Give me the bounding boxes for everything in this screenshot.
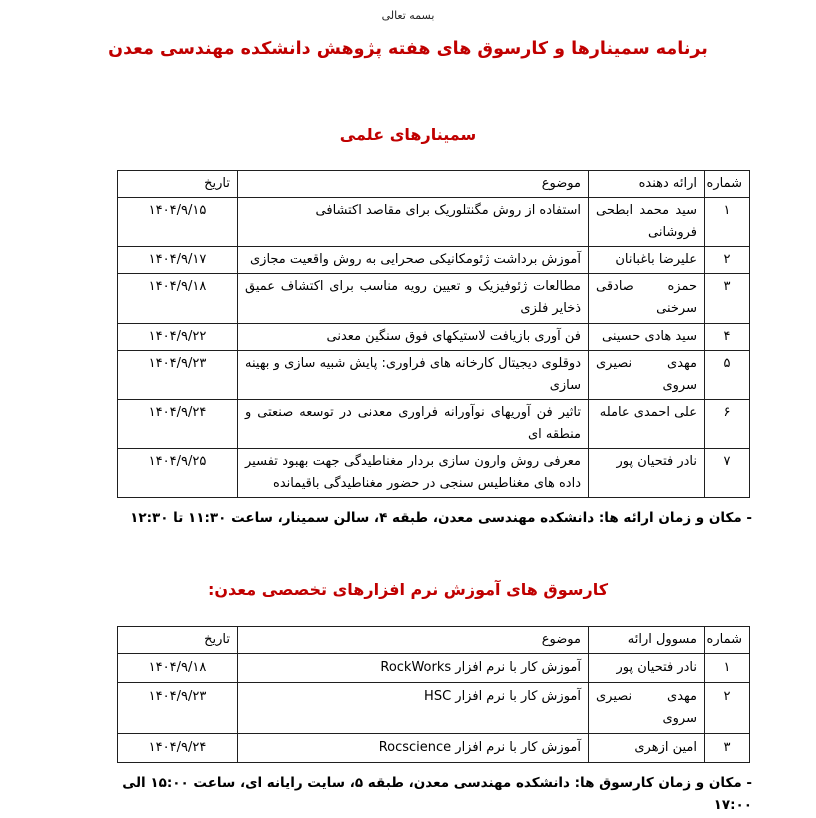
seminar-number: ۵: [705, 350, 750, 399]
seminars-table: [117, 170, 750, 498]
seminars-header-row: [118, 171, 750, 198]
table-row: [118, 653, 750, 682]
seminar-date: ۱۴۰۴/۹/۱۵: [118, 198, 238, 247]
seminar-topic: مطالعات ژئوفیزیک و تعیین رویه مناسب برای اکتشاف عمیق ذخایر فلزی: [238, 274, 589, 323]
seminar-presenter: نادر فتحیان پور: [589, 449, 705, 498]
col-header-number: شماره: [705, 626, 750, 653]
seminar-topic: فن آوری بازیافت لاستیکهای فوق سنگین معدنی: [238, 323, 589, 350]
seminar-number: ۲: [705, 247, 750, 274]
seminar-date: ۱۴۰۴/۹/۱۷: [118, 247, 238, 274]
workshop-presenter: مهدی نصیری سروی: [589, 683, 705, 734]
seminar-number: ۳: [705, 274, 750, 323]
workshop-topic: آموزش کار با نرم افزار HSC: [238, 683, 589, 734]
seminar-date: ۱۴۰۴/۹/۲۵: [118, 449, 238, 498]
workshop-presenter: نادر فتحیان پور: [589, 653, 705, 682]
seminar-topic: آموزش برداشت ژئومکانیکی صحرایی به روش واقعیت مجازی: [238, 247, 589, 274]
col-header-presenter: ارائه دهنده: [589, 171, 705, 198]
seminar-presenter: علیرضا باغبانان: [589, 247, 705, 274]
seminar-presenter: حمزه صادقی سرخنی: [589, 274, 705, 323]
workshop-presenter: امین ازهری: [589, 734, 705, 763]
table-row: [118, 247, 750, 274]
seminar-number: ۶: [705, 399, 750, 448]
table-row: [118, 198, 750, 247]
table-row: [118, 399, 750, 448]
workshop-topic: آموزش کار با نرم افزار Rocscience: [238, 734, 589, 763]
seminar-date: ۱۴۰۴/۹/۲۴: [118, 399, 238, 448]
workshop-number: ۳: [705, 734, 750, 763]
col-header-number: شماره: [705, 171, 750, 198]
col-header-presenter: مسوول ارائه: [589, 626, 705, 653]
table-row: [118, 350, 750, 399]
seminars-section-title: سمینارهای علمی: [339, 125, 477, 144]
workshop-date: ۱۴۰۴/۹/۱۸: [118, 653, 238, 682]
seminar-date: ۱۴۰۴/۹/۱۸: [118, 274, 238, 323]
workshop-number: ۲: [705, 683, 750, 734]
table-row: [118, 449, 750, 498]
table-row: [118, 323, 750, 350]
seminar-topic: استفاده از روش مگنتلوریک برای مقاصد اکتشافی: [238, 198, 589, 247]
col-header-date: تاریخ: [118, 626, 238, 653]
seminar-number: ۴: [705, 323, 750, 350]
workshop-date: ۱۴۰۴/۹/۲۴: [118, 734, 238, 763]
workshop-number: ۱: [705, 653, 750, 682]
seminar-presenter: مهدی نصیری سروی: [589, 350, 705, 399]
table-row: [118, 734, 750, 763]
seminar-topic: دوقلوی دیجیتال کارخانه های فراوری: پایش شبیه سازی و بهینه سازی: [238, 350, 589, 399]
seminar-topic: معرفی روش وارون سازی بردار مغناطیدگی جهت بهبود تفسیر داده های مغناطیس سنجی در حضور مغناطیدگی باقیمانده: [238, 449, 589, 498]
workshops-location-note: - مکان و زمان کارسوق ها: دانشکده مهندسی معدن، طبقه ۵، سایت رایانه ای، ساعت ۱۵:۰۰ الی ۱۷:۰۰: [122, 775, 752, 813]
seminar-number: ۷: [705, 449, 750, 498]
seminar-presenter: سید محمد ابطحی فروشانی: [589, 198, 705, 247]
workshop-date: ۱۴۰۴/۹/۲۳: [118, 683, 238, 734]
seminars-location-note: - مکان و زمان ارائه ها: دانشکده مهندسی معدن، طبقه ۴، سالن سمینار، ساعت ۱۱:۳۰ تا ۱۲:۳۰: [130, 510, 752, 527]
table-row: [118, 683, 750, 734]
workshops-table: [117, 626, 750, 763]
col-header-topic: موضوع: [238, 626, 589, 653]
page-title: برنامه سمینارها و کارسوق های هفته پژوهش دانشکده مهندسی معدن: [108, 39, 708, 59]
table-row: [118, 274, 750, 323]
col-header-topic: موضوع: [238, 171, 589, 198]
seminar-presenter: علی احمدی عامله: [589, 399, 705, 448]
bismillah-text: بسمه تعالی: [381, 9, 435, 22]
seminar-number: ۱: [705, 198, 750, 247]
col-header-date: تاریخ: [118, 171, 238, 198]
workshops-section-title: کارسوق های آموزش نرم افزارهای تخصصی معدن:: [207, 579, 609, 599]
workshop-topic: آموزش کار با نرم افزار RockWorks: [238, 653, 589, 682]
seminar-presenter: سید هادی حسینی: [589, 323, 705, 350]
seminar-topic: تاثیر فن آوریهای نوآورانه فراوری معدنی در توسعه صنعتی و منطقه ای: [238, 399, 589, 448]
seminar-date: ۱۴۰۴/۹/۲۲: [118, 323, 238, 350]
seminar-date: ۱۴۰۴/۹/۲۳: [118, 350, 238, 399]
workshops-header-row: [118, 626, 750, 653]
